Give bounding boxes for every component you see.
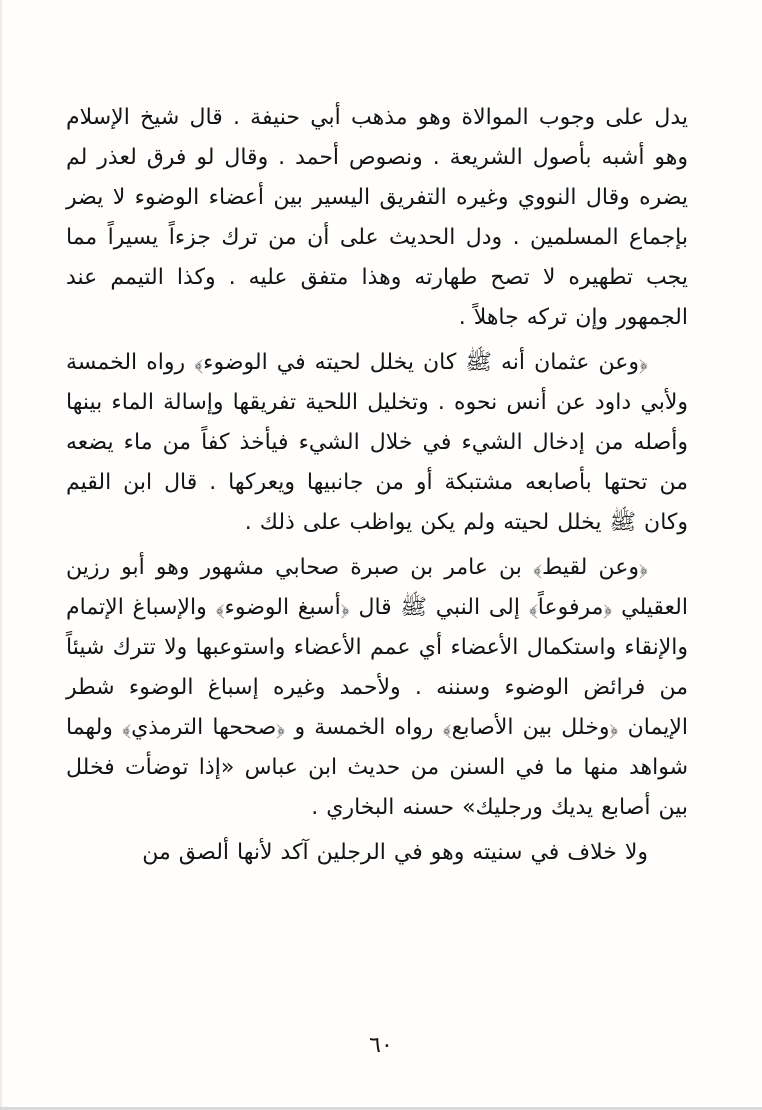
paragraph-hadith-uthman: ﴿وعن عثمان أنه ﷺ كان يخلل لحيته في الوضوء﴾ رواه الخمسة ولأبي داود عن أنس نحوه . وتخليل اللحية تفريقها وإسالة الماء بينها وأصله من إدخال الشيء في خلال الشيء فيأخذ كفاً من ماء يضعه من تحتها بأصابعه مشتبكة أو من جانبيها ويعركها . قال ابن القيم وكان ﷺ يخلل لحيته ولم يكن يواظب على ذلك . <box>66 350 688 535</box>
paragraph-continuation: يدل على وجوب الموالاة وهو مذهب أبي حنيفة . قال شيخ الإسلام وهو أشبه بأصول الشريعة . ونصوص أحمد . وقال لو فرق لعذر لم يضره وقال النووي وغيره التفريق اليسير بين أعضاء الوضوء لا يضر بإجماع المسلمين . ودل الحديث على أن من ترك جزءاً يسيراً مما يجب تطهيره لا تصح طهارته وهذا متفق عليه . وكذا التيمم عند الجمهور وإن تركه جاهلاً . <box>66 105 688 330</box>
page-number: ٦٠ <box>369 1033 393 1058</box>
body-text <box>66 98 688 873</box>
paragraph-hadith-laqit: ﴿وعن لقيط﴾ بن عامر بن صبرة صحابي مشهور وهو أبو رزين العقيلي ﴿مرفوعاً﴾ إلى النبي ﷺ قال ﴿أسبغ الوضوء﴾ والإسباغ الإتمام والإنقاء واستكمال الأعضاء أي عمم الأعضاء واستوعبها ولا تترك شيئاً من فرائض الوضوء وسننه . ولأحمد وغيره إسباغ الوضوء شطر الإيمان ﴿وخلل بين الأصابع﴾ رواه الخمسة و ﴿صححها الترمذي﴾ ولهما شواهد منها ما في السنن من حديث ابن عباس «إذا توضأت فخلل بين أصابع يديك ورجليك» حسنه البخاري . <box>66 555 688 820</box>
paragraph-closing: ولا خلاف في سنيته وهو في الرجلين آكد لأنها ألصق من <box>142 840 648 865</box>
